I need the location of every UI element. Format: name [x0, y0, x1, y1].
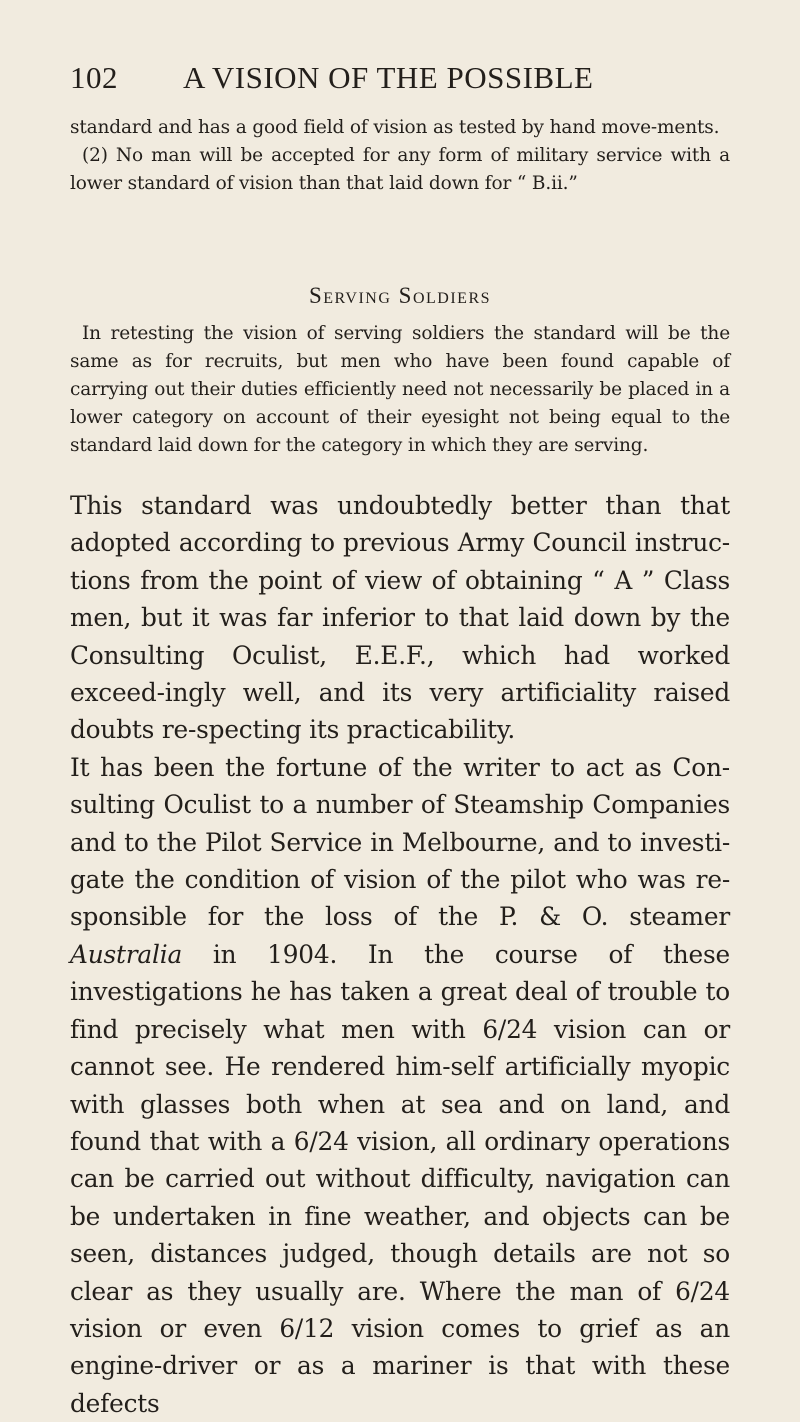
- regulation-2: (2) No man will be accepted for any form of military service with a lower standard of vision than that laid down for “ B.ii.”: [70, 145, 730, 194]
- main-body-text: [70, 487, 730, 1422]
- running-head: [70, 60, 730, 100]
- body-paragraph-2: [70, 749, 730, 1422]
- paragraph-2-opening: It has been the fortune of the writer to act as Con-sulting Oculist to a number of Steamship Companies and to the Pilot Service in Melbourne, and to investi-gate the condition of vision of the pilot who was re-sponsible for the loss of the P. & O. steamer: [70, 752, 730, 932]
- page-number: 102: [70, 60, 118, 95]
- running-title: A VISION OF THE POSSIBLE: [183, 60, 594, 95]
- vision-standard-continuation: standard and has a good field of vision as tested by hand move-ments.: [70, 117, 720, 138]
- body-paragraph-1: This standard was undoubtedly better than that adopted according to previous Army Council instruc-tions from the point of view of obtaining “ A ” Class men, but it was far inferior to that laid down by the Consulting Oculist, E.E.F., which had worked exceed-ingly well, and its very artificiality raised doubts re-specting its practicability.: [70, 491, 730, 745]
- serving-soldiers-heading: Serving Soldiers: [308, 283, 492, 308]
- serving-soldiers-text: In retesting the vision of serving soldiers the standard will be the same as for recruits, but men who have been found capable of carrying out their duties efficiently need not necessarily be placed in a lower category on account of their eyesight not being equal to the standard laid down for the category in which they are serving.: [70, 323, 730, 456]
- quoted-regulation-block: [70, 114, 730, 198]
- steamer-name: Australia: [70, 939, 183, 969]
- serving-soldiers-block: [70, 320, 730, 460]
- paragraph-2-closing: in 1904. In the course of these investigations he has taken a great deal of trouble to find precisely what men with 6/24 vision can or cannot see. He rendered him-self artificially myopic with glasses both when at sea and on land, and found that with a 6/24 vision, all ordinary operations can be carried out without difficulty, navigation can be undertaken in fine weather, and objects can be seen, distances judged, though details are not so clear as they usually are. Where the man of 6/24 vision or even 6/12 vision comes to grief as an engine-driver or as a mariner is that with these defects: [70, 939, 730, 1418]
